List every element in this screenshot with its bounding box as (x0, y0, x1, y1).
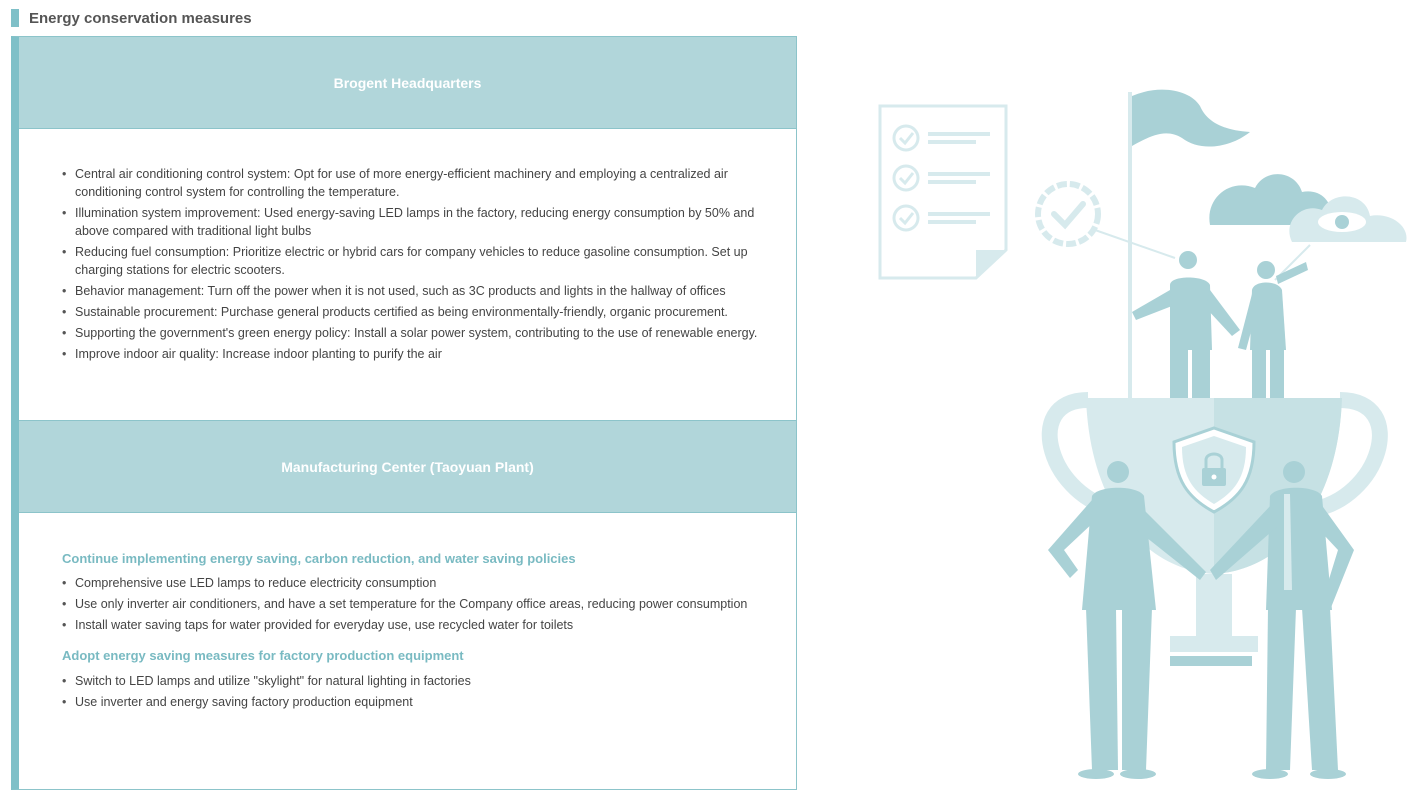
checklist-document-icon (880, 106, 1006, 278)
list-item: • Switch to LED lamps and utilize "skylight" for natural lighting in factories (62, 672, 762, 690)
list-item: • Improve indoor air quality: Increase indoor planting to purify the air (62, 345, 762, 363)
list-item: • Use inverter and energy saving factory production equipment (62, 693, 762, 711)
headquarters-title: Brogent Headquarters (333, 74, 482, 91)
section-header (11, 8, 252, 28)
group-list (62, 672, 762, 711)
list-item: • Use only inverter air conditioners, and have a set temperature for the Company office areas, reducing power consumption (62, 595, 762, 613)
list-item: • Reducing fuel consumption: Prioritize electric or hybrid cars for company vehicles to reduce gasoline consumption. Set up charging stations for electric scooters. (62, 243, 762, 279)
list-item: • Illumination system improvement: Used energy-saving LED lamps in the factory, reducing energy consumption by 50% and above compared with traditional light bulbs (62, 204, 762, 240)
headquarters-content (62, 165, 762, 366)
manufacturing-header (19, 420, 796, 513)
person-telescope (1238, 261, 1308, 400)
manufacturing-content (62, 550, 762, 714)
list-item: • Behavior management: Turn off the power when it is not used, such as 3C products and lights in the hallway of offices (62, 282, 762, 300)
measures-panel (11, 36, 797, 790)
list-item: • Install water saving taps for water provided for everyday use, use recycled water for toilets (62, 616, 762, 634)
flag-icon (1128, 90, 1250, 402)
manufacturing-title: Manufacturing Center (Taoyuan Plant) (281, 458, 534, 475)
person-flag-holder (1132, 251, 1240, 400)
section-marker (11, 9, 19, 27)
group-heading: Continue implementing energy saving, carbon reduction, and water saving policies (62, 551, 576, 566)
group-heading: Adopt energy saving measures for factory production equipment (62, 648, 464, 663)
section-title: Energy conservation measures (29, 9, 252, 27)
list-item: • Comprehensive use LED lamps to reduce electricity consumption (62, 574, 762, 592)
group-list (62, 574, 762, 634)
list-item: • Sustainable procurement: Purchase general products certified as being environmentally-friendly, organic procurement. (62, 303, 762, 321)
list-item: • Central air conditioning control system: Opt for use of more energy-efficient machinery and employing a centralized air conditioning control system for controlling the temperature. (62, 165, 762, 201)
badge-check-icon (1038, 184, 1175, 258)
sustainability-illustration (870, 80, 1410, 785)
list-item: • Supporting the government's green energy policy: Install a solar power system, contributing to the use of renewable energy. (62, 324, 762, 342)
headquarters-list (62, 165, 762, 363)
headquarters-header (19, 37, 796, 129)
